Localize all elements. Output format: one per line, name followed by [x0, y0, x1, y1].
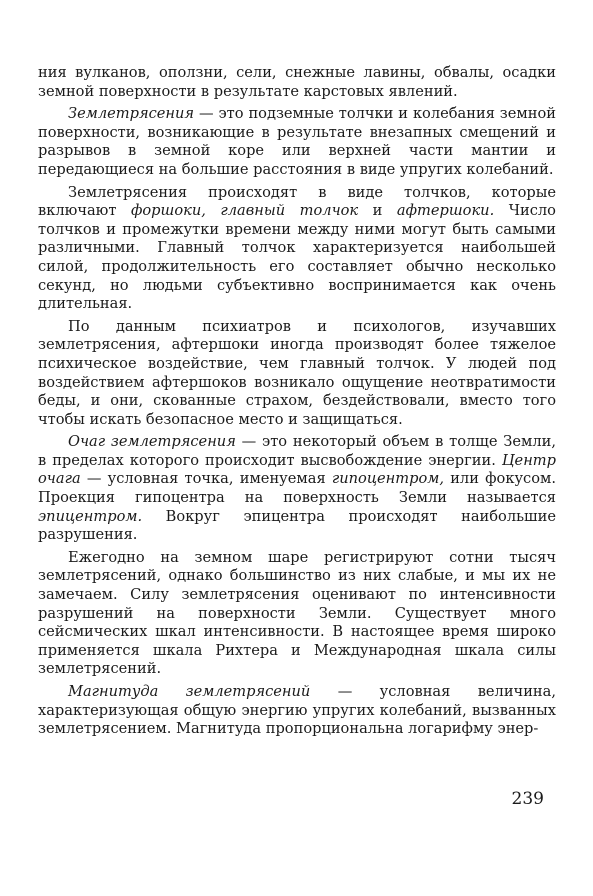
- italic-term: Землетрясения: [68, 105, 195, 123]
- text-run: По данным психиатров и психологов, изучавших землетрясения, афтершоки иногда производят более тяжелое психическое воздействие, чем главный толчок. У людей под воздействием афтершоков возникало ощущение неотвратимости беды, и они, скованные страхом, бездействовали, вместо того чтобы искать безопасное место и защищаться.: [38, 317, 556, 428]
- italic-term: эпицентром.: [38, 507, 143, 525]
- page-body: [38, 64, 556, 743]
- text-run: — это некоторый объем в толще Земли, в пределах которого происходит высвобождение энергии.: [38, 433, 556, 469]
- italic-term: афтершоки.: [396, 202, 495, 220]
- text-run: Число толчков и промежутки времени между ними могут быть самыми различными. Главный толчок характеризуется наибольшей силой, продолжительность его составляет обычно несколько секунд, но людьми субъективно воспринимается как очень длительная.: [38, 202, 556, 313]
- italic-term: форшоки, главный толчок: [130, 202, 359, 220]
- page-number: 239: [511, 789, 544, 809]
- paragraph-p4: [38, 433, 556, 545]
- text-run: ния вулканов, оползни, сели, снежные лавины, обвалы, осадки земной поверхности в результате карстовых явлений.: [38, 64, 556, 100]
- text-run: Землетрясения происходят в виде толчков, которые включают: [38, 183, 556, 220]
- paragraph-p5: [38, 549, 556, 679]
- italic-term: Очаг землетрясения: [68, 433, 236, 451]
- italic-term: гипоцентром,: [331, 470, 444, 488]
- text-run: или фокусом. Проекция гипоцентра на поверхность Земли называется: [38, 470, 556, 507]
- text-run: Вокруг эпицентра происходят наибольшие разрушения.: [38, 507, 556, 544]
- text-run: — условная точка, именуемая: [80, 470, 332, 488]
- paragraph-p0: [38, 64, 556, 101]
- paragraph-p2: [38, 184, 556, 314]
- paragraph-p3: [38, 318, 556, 430]
- text-run: — условная величина, характеризующая общую энергию упругих колебаний, вызванных землетрясением. Магнитуда пропорциональна логарифму энер-: [38, 683, 556, 738]
- italic-term: Магнитуда землетрясений: [68, 683, 311, 700]
- text-run: — это подземные толчки и колебания земной поверхности, возникающие в результате внезапных смещений и разрывов в земной коре или верхней части мантии и передающиеся на большие расстояния в виде упругих колебаний.: [38, 105, 556, 178]
- paragraph-p6: [38, 683, 556, 739]
- text-run: Ежегодно на земном шаре регистрируют сотни тысяч землетрясений, однако большинство из них слабые, и мы их не замечаем. Силу землетрясения оценивают по интенсивности разрушений на поверхности Земли. Существует много сейсмических шкал интенсивности. В настоящее время широко применяется шкала Рихтера и Международная шкала силы землетрясений.: [38, 548, 556, 678]
- italic-term: Центр очага: [38, 451, 556, 488]
- text-run: и: [358, 202, 397, 220]
- paragraph-p1: [38, 105, 556, 179]
